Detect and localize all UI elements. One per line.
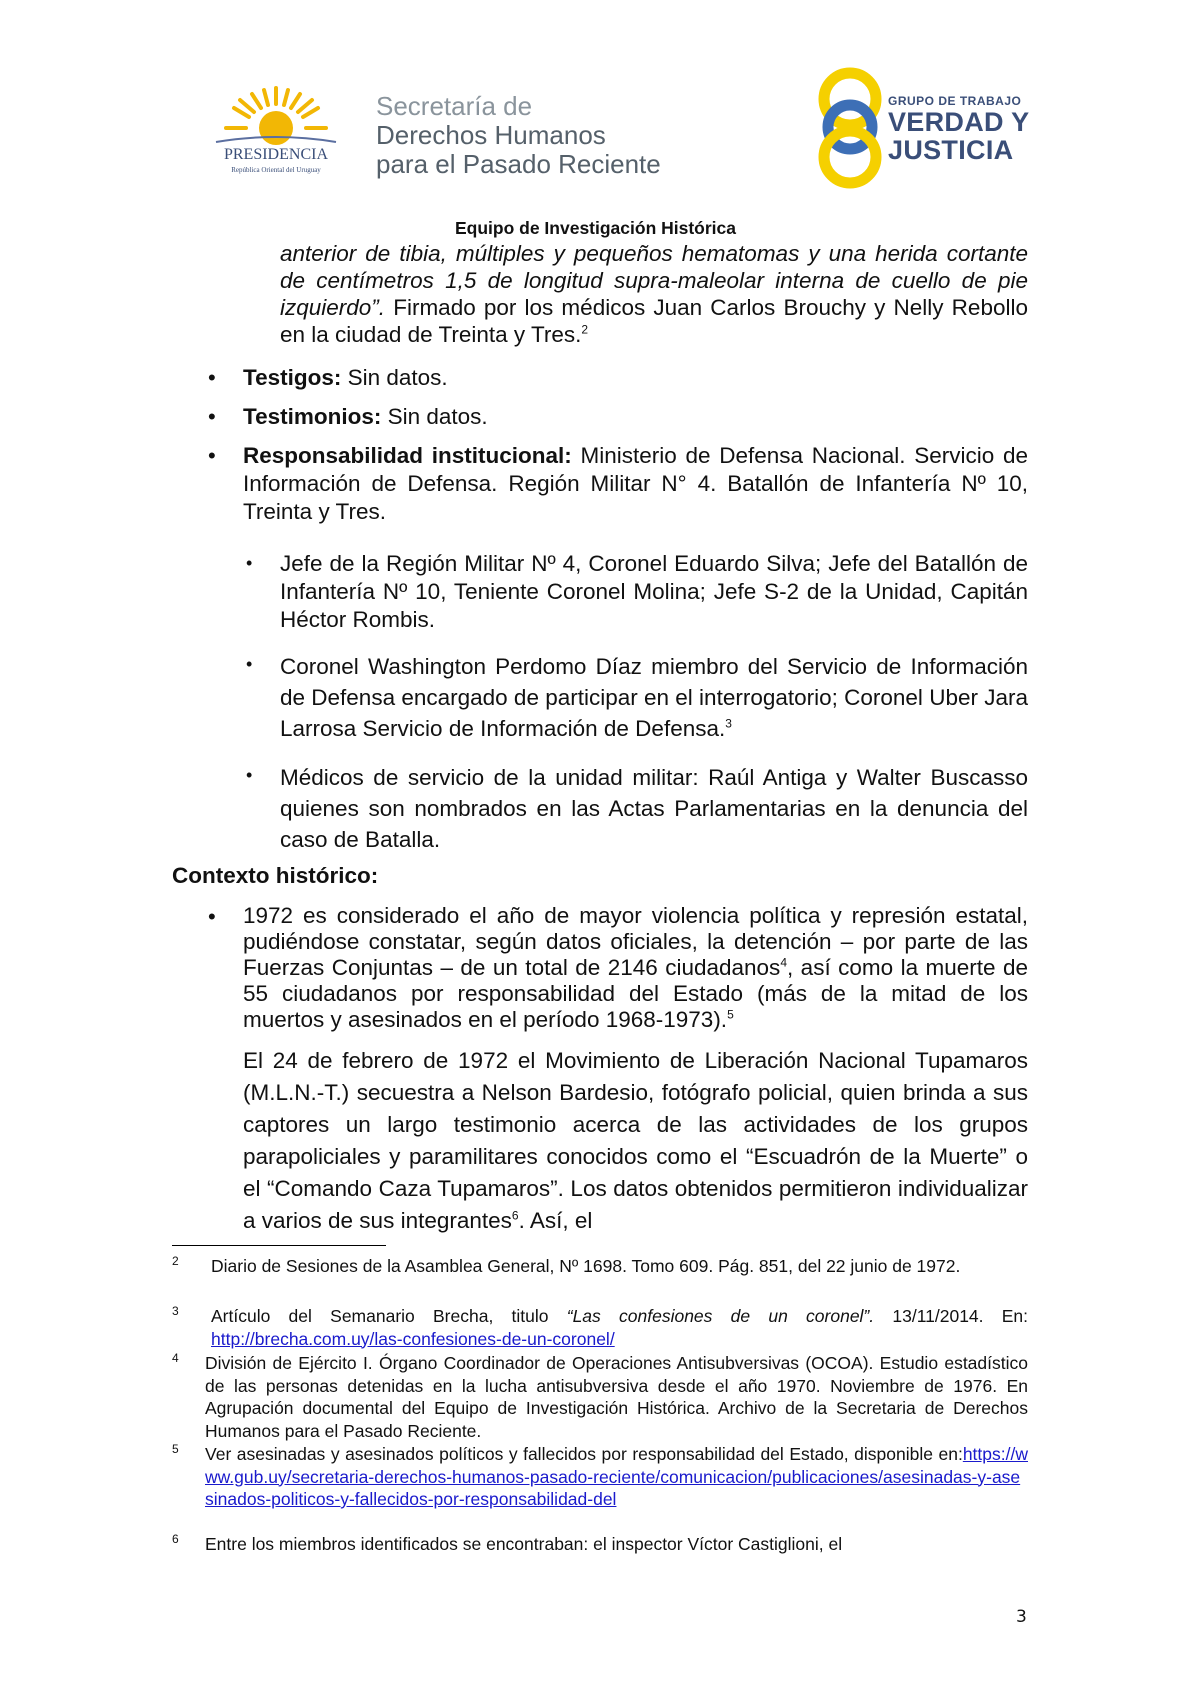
ctx1-b: , así como la muerte de 55 ciudadanos por responsabilidad del Estado (más de la mitad de los muertos y asesinados en el período 1968-1973). xyxy=(243,955,1029,1032)
team-title: Equipo de Investigación Histórica xyxy=(454,218,737,238)
footnote-6: Entre los miembros identificados se encontraban: el inspector Víctor Castiglioni, el xyxy=(205,1534,843,1554)
footnote-num-2: 2 xyxy=(172,1254,179,1268)
fn-ref-2: 2 xyxy=(581,322,589,337)
responsabilidad-item xyxy=(243,442,1028,526)
sub-bullet-icon: • xyxy=(246,654,253,674)
ctx1-a: 1972 es considerado el año de mayor violencia política y represión estatal, pudiéndose constatar, según datos oficiales, la detención – por parte de las Fuerzas Conjuntas – de un total de 2146 ciudadanos xyxy=(243,903,1028,980)
secretaria-wordmark xyxy=(376,92,696,179)
footnote-5 xyxy=(205,1443,1028,1511)
gtvj-big2: JUSTICIA xyxy=(888,135,1014,165)
gtvj-small: GRUPO DE TRABAJO xyxy=(888,94,1022,108)
testigos-label: Testigos: xyxy=(243,365,342,390)
fn3-b: 13/11/2014. En: xyxy=(874,1306,1029,1326)
fn3-a: Artículo del Semanario Brecha, titulo xyxy=(211,1306,567,1326)
footnote-4: División de Ejército I. Órgano Coordinador de Operaciones Antisubversivas (OCOA). Estudio estadístico de las personas detenidas en la lucha antisubversiva desde el año 1970. Noviembre de 1976. En Agrupación documental del Equipo de Investigación Histórica. Archivo de la Secretaria de Derechos Humanos para el Pasado Reciente. xyxy=(205,1353,1028,1441)
testimonios-label: Testimonios: xyxy=(243,404,382,429)
sub-bullet-icon: • xyxy=(246,765,253,785)
testigos-value: Sin datos. xyxy=(341,365,448,390)
fn-ref-5: 5 xyxy=(727,1007,734,1022)
verdad-justicia-wordmark xyxy=(888,94,1138,164)
sub-item-2 xyxy=(280,651,1028,744)
context-item-1 xyxy=(243,903,1028,1033)
presidencia-name: PRESIDENCIA xyxy=(223,146,329,163)
fn-ref-4: 4 xyxy=(780,955,787,970)
fn-ref-3: 3 xyxy=(725,716,732,731)
presidencia-sub: República Oriental del Uruguay xyxy=(231,166,321,174)
footnote-2: Diario de Sesiones de la Asamblea General, Nº 1698. Tomo 609. Pág. 851, del 22 junio de 1972. xyxy=(211,1256,961,1276)
footnote-num-5: 5 xyxy=(172,1442,179,1456)
fn3-link[interactable]: http://brecha.com.uy/las-confesiones-de-un-coronel/ xyxy=(211,1328,615,1349)
fn3-italic: “Las confesiones de un coronel”. xyxy=(566,1306,875,1326)
gtvj-big1: VERDAD Y xyxy=(888,107,1030,137)
sub-item-3: Médicos de servicio de la unidad militar: Raúl Antiga y Walter Buscasso quienes son nombrados en las Actas Parlamentarias en la denuncia del caso de Batalla. xyxy=(280,765,1028,852)
resp-value: Ministerio de Defensa Nacional. Servicio de Información de Defensa. Región Militar N° 4. Batallón de Infantería Nº 10, Treinta y Tres. xyxy=(243,443,1028,524)
cont-italic: anterior de tibia, múltiples y pequeños hematomas y una herida cortante de centímetros 1,5 de longitud supra-maleolar interna de cuello de pie izquierdo”. xyxy=(280,241,1028,320)
bullet-icon: • xyxy=(208,404,216,429)
footnote-3 xyxy=(205,1305,1028,1350)
fn5-link[interactable]: https://www.gub.uy/secretaria-derechos-humanos-pasado-reciente/comunicacion/publicaciones/asesinadas-y-asesinados-politicos-y-fallecidos-por-responsabilidad-del xyxy=(205,1444,1028,1509)
sub-item-1: Jefe de la Región Militar Nº 4, Coronel Eduardo Silva; Jefe del Batallón de Infantería Nº 10, Teniente Coronel Molina; Jefe S-2 de la Unidad, Capitán Héctor Rombis. xyxy=(280,551,1028,632)
secretaria-line1: Secretaría de xyxy=(376,91,533,121)
sub-bullet-icon: • xyxy=(246,553,253,573)
page-number: 3 xyxy=(1016,1607,1027,1627)
footnote-rule xyxy=(172,1245,386,1246)
sub2-text: Coronel Washington Perdomo Díaz miembro del Servicio de Información de Defensa encargado de participar en el interrogatorio; Coronel Uber Jara Larrosa Servicio de Información de Defensa. xyxy=(280,654,1028,741)
presidencia-logo xyxy=(196,84,356,184)
footnote-num-3: 3 xyxy=(172,1304,179,1318)
footnote-num-4: 4 xyxy=(172,1351,179,1365)
testimonios-item xyxy=(243,403,1028,430)
sun-emblem-icon xyxy=(196,84,356,184)
bullet-icon: • xyxy=(208,365,216,390)
resp-label: Responsabilidad institucional: xyxy=(243,443,572,468)
fn5-a: Ver asesinadas y asesinados políticos y fallecidos por responsabilidad del Estado, disponible en: xyxy=(205,1444,963,1464)
ctx2-b: . Así, el xyxy=(518,1208,593,1233)
context-paragraph-2 xyxy=(243,1045,1028,1237)
cont-rest: Firmado por los médicos Juan Carlos Brouchy y Nelly Rebollo en la ciudad de Treinta y Tres. xyxy=(280,295,1028,347)
bullet-icon: • xyxy=(208,443,216,468)
bullet-icon: • xyxy=(208,904,216,929)
ctx2-a: El 24 de febrero de 1972 el Movimiento de Liberación Nacional Tupamaros (M.L.N.-T.) secuestra a Nelson Bardesio, fotógrafo policial, quien brinda a sus captores un largo testimonio acerca de las actividades de los grupos parapoliciales y paramilitares conocidos como el “Escuadrón de la Muerte” o el “Comando Caza Tupamaros”. Los datos obtenidos permitieron individualizar a varios de sus integrantes xyxy=(243,1048,1028,1233)
fn-ref-6: 6 xyxy=(511,1208,519,1223)
testigos-item xyxy=(243,364,1028,391)
testimonios-value: Sin datos. xyxy=(381,404,488,429)
continuation-paragraph xyxy=(280,240,1028,348)
secretaria-line3: para el Pasado Reciente xyxy=(376,149,661,179)
footnote-num-6: 6 xyxy=(172,1532,179,1546)
secretaria-line2: Derechos Humanos xyxy=(376,120,606,150)
contexto-heading: Contexto histórico: xyxy=(172,863,379,888)
